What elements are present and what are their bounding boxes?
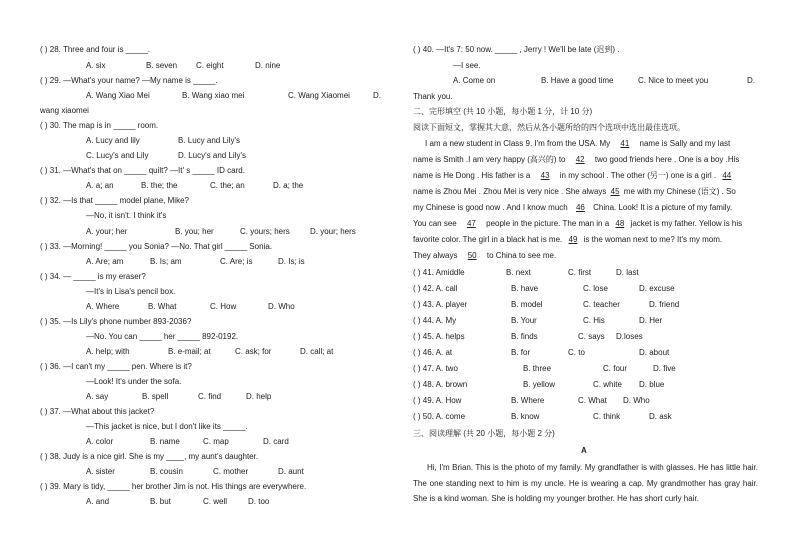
q29-option-b: B. Wang xiao mei [182,91,245,100]
question-38: ( ) 38. Judy is a nice girl. She is my ____, my aunt's daughter. [40,452,259,461]
q36-option-d: D. help [246,392,272,401]
q40-option-b: B. Have a good time [541,76,614,85]
q36-option-c: C. find [198,392,222,401]
section-2-heading: 二、完形填空 (共 10 小题，每小题 1 分，计 10 分) [413,107,593,116]
q42-option-b: B. have [511,284,539,293]
question-41: ( ) 41. Amiddle [413,268,465,277]
blank-45: 45 [610,187,620,196]
blank-42: 42 [575,155,585,164]
cloze-text: name is Smith .I am very happy (高兴的) to [413,155,566,164]
q47-option-b: B. three [523,364,552,373]
blank-43: 43 [540,171,550,180]
q37-option-c: C. map [203,437,229,446]
q43-option-d: D. friend [649,300,680,309]
q37-option-a: A. color [86,437,114,446]
question-49: ( ) 49. A. How [413,396,462,405]
blank-46: 46 [575,203,585,212]
question-40: ( ) 40. —It's 7: 50 now. _____ , Jerry ! We'll be late (迟到) . [413,45,620,54]
cloze-text: favorite color. The girl in a black hat is me. [413,235,563,244]
q47-option-d: D. five [653,364,676,373]
q43-option-c: C. teacher [583,300,620,309]
q37-response: —This jacket is nice, but I don't like its _____. [86,422,248,431]
cloze-text: two good friends here . One is a boy .His [594,155,740,164]
passage-a-title: A [581,446,587,455]
q40-option-a: A. Come on [453,76,496,85]
q38-option-b: B. cousin [150,467,183,476]
q42-option-c: C. lose [583,284,608,293]
cloze-text: people in the picture. The man in a [486,219,610,228]
q39-option-c: C. well [203,497,228,506]
cloze-text: is the woman next to me? It's my mom. [583,235,723,244]
q34-option-a: A. Where [86,302,120,311]
q45-option-d: D.loses [616,332,643,341]
q50-option-c: C. think [593,412,621,421]
question-30: ( ) 30. The map is in _____ room. [40,121,159,130]
cloze-text: name is Sally and my last [639,139,731,148]
q44-option-c: C. His [583,316,605,325]
q41-option-b: B. next [506,268,531,277]
q45-option-b: B. finds [511,332,538,341]
q38-option-a: A. sister [86,467,115,476]
cloze-line-8 [413,251,556,261]
q32-option-c: C. yours; hers [240,227,290,236]
q30-option-c: C. Lucy's and Lily [86,151,149,160]
cloze-text: to China to see me. [486,251,557,260]
question-32: ( ) 32. —Is that _____ model plane, Mike? [40,196,189,205]
question-43: ( ) 43. A. player [413,300,468,309]
blank-47: 47 [466,219,476,228]
q37-option-d: D. card [263,437,289,446]
q49-option-d: D. Who [623,396,650,405]
q42-option-d: D. excuse [639,284,675,293]
q35-option-d: D. call; at [300,347,334,356]
q34-option-c: C. How [210,302,237,311]
q35-response: —No. You can _____ her _____ 892-0192. [86,332,239,341]
passage-a-text: Hi, I'm Brian. This is the photo of my family. My grandfather is with glasses. He has little hair. The one standing next to him is my uncle. He is wearing a cap. My grandmother has gray hair. She is a kind woman. She is holding my younger brother. He has short curly hair. [413,463,758,503]
q37-option-b: B. name [150,437,180,446]
cloze-text: jacket is my father. Yellow is his [630,219,743,228]
q30-option-b: B. Lucy and Lily's [178,136,241,145]
cloze-text: They always [413,251,458,260]
question-37: ( ) 37. —What about this jacket? [40,407,155,416]
q29-option-d: D. [373,91,381,100]
q47-option-c: C. four [603,364,628,373]
q33-option-b: B. Is; am [150,257,182,266]
q41-option-d: D. last [616,268,639,277]
q39-option-a: A. and [86,497,110,506]
question-29: ( ) 29. —What's your name? —My name is _____. [40,76,218,85]
q36-option-b: B. spell [142,392,169,401]
q40-option-c: C. Nice to meet you [638,76,709,85]
q46-option-d: D. about [639,348,670,357]
question-28: ( ) 28. Three and four is _____. [40,45,151,54]
q32-option-a: A. your; her [86,227,128,236]
question-47: ( ) 47. A. two [413,364,458,373]
q36-option-a: A. say [86,392,109,401]
cloze-line-4 [413,187,736,197]
cloze-text: my Chinese is good now . And I know much [413,203,568,212]
q33-option-c: C. Are; is [220,257,253,266]
q34-option-b: B. What [148,302,177,311]
q36-response: —Look! It's under the sofa. [86,377,182,386]
q40-option-d-text: Thank you. [413,92,453,101]
cloze-text: in my school . The other (另一) one is a girl . [559,171,717,180]
question-45: ( ) 45. A. helps [413,332,465,341]
q34-response: —It's in Lisa's pencil box. [86,287,176,296]
q32-option-d: D. your; hers [310,227,356,236]
q31-option-d: D. a; the [273,181,304,190]
q31-option-c: C. the; an [210,181,245,190]
q30-option-d: D. Lucy's and Lily's [178,151,246,160]
q31-option-a: A. a; an [86,181,114,190]
blank-50: 50 [467,251,477,260]
q29-option-a: A. Wang Xiao Mei [86,91,150,100]
q46-option-c: C. to [568,348,585,357]
q35-option-c: C. ask; for [235,347,272,356]
q48-option-d: D. blue [639,380,665,389]
q34-option-d: D. Who [268,302,295,311]
q49-option-b: B. Where [511,396,545,405]
q35-option-b: B. e-mail; at [168,347,211,356]
q28-option-d: D. nine [255,61,281,70]
section-2-instructions: 阅读下面短文，掌握其大意，然后从各小题所给的四个选项中选出最佳选项。 [413,123,685,132]
cloze-line-3 [413,171,735,181]
cloze-line-2 [413,155,739,165]
q29-option-d-text: wang xiaomei [40,106,89,115]
blank-49: 49 [568,235,578,244]
section-3-heading: 三、阅读理解 (共 20 小题，每小题 2 分) [413,429,555,438]
q43-option-b: B. model [511,300,543,309]
question-44: ( ) 44. A. My [413,316,457,325]
question-46: ( ) 46. A. at [413,348,453,357]
q44-option-d: D. Her [639,316,663,325]
q39-option-b: B. but [150,497,171,506]
q48-option-b: B. yellow [523,380,556,389]
cloze-text: me with my Chinese (语文) . So [623,187,736,196]
q40-response: —I see. [453,61,481,70]
blank-41: 41 [620,139,630,148]
q40-option-d: D. [747,76,755,85]
q49-option-c: C. What [578,396,607,405]
q44-option-b: B. Your [511,316,537,325]
question-35: ( ) 35. —Is Lily's phone number 893-2036? [40,317,192,326]
question-31: ( ) 31. —What's that on _____ quilt? —It' s _____ ID card. [40,166,245,175]
cloze-text: name is He Dong . His father is a [413,171,531,180]
question-39: ( ) 39. Mary is tidy, _____ her brother Jim is not. His things are everywhere. [40,482,307,491]
q45-option-c: C. says [578,332,605,341]
q31-option-b: B. the; the [141,181,178,190]
question-50: ( ) 50. A. come [413,412,466,421]
blank-44: 44 [722,171,732,180]
question-33: ( ) 33. —Morning! _____ you Sonia? —No. That girl _____ Sonia. [40,242,272,251]
q38-option-d: D. aunt [278,467,304,476]
q50-option-d: D. ask [649,412,672,421]
q28-option-a: A. six [86,61,106,70]
question-42: ( ) 42. A. call [413,284,458,293]
q35-option-a: A. help; with [86,347,130,356]
q46-option-b: B. for [511,348,531,357]
q38-option-c: C. mother [213,467,249,476]
q33-option-d: D. Is; is [278,257,305,266]
q48-option-c: C. white [593,380,622,389]
q32-option-b: B. you; her [175,227,214,236]
cloze-text: You can see [413,219,457,228]
q30-option-a: A. Lucy and lily [86,136,140,145]
cloze-text: name is Zhou Mei . Zhou Mei is very nice . She always [413,187,607,196]
q50-option-b: B. know [511,412,540,421]
q41-option-c: C. first [568,268,592,277]
question-34: ( ) 34. — _____ is my eraser? [40,272,146,281]
q32-response: —No, it isn't. I think it's [86,211,167,220]
cloze-line-1 [425,139,730,149]
cloze-line-6 [413,219,742,229]
cloze-text: I am a new student in Class 9. I'm from the USA. My [425,139,611,148]
cloze-text: China. Look! It is a picture of my family. [593,203,733,212]
blank-48: 48 [615,219,625,228]
q29-option-c: C. Wang Xiaomei [288,91,350,100]
q33-option-a: A. Are; am [86,257,124,266]
cloze-line-7 [413,235,722,245]
q28-option-c: C. eight [196,61,224,70]
question-36: ( ) 36. —I can't my _____ pen. Where is it? [40,362,192,371]
question-48: ( ) 48. A. brown [413,380,468,389]
cloze-line-5 [413,203,732,213]
q39-option-d: D. too [248,497,270,506]
q28-option-b: B. seven [146,61,178,70]
